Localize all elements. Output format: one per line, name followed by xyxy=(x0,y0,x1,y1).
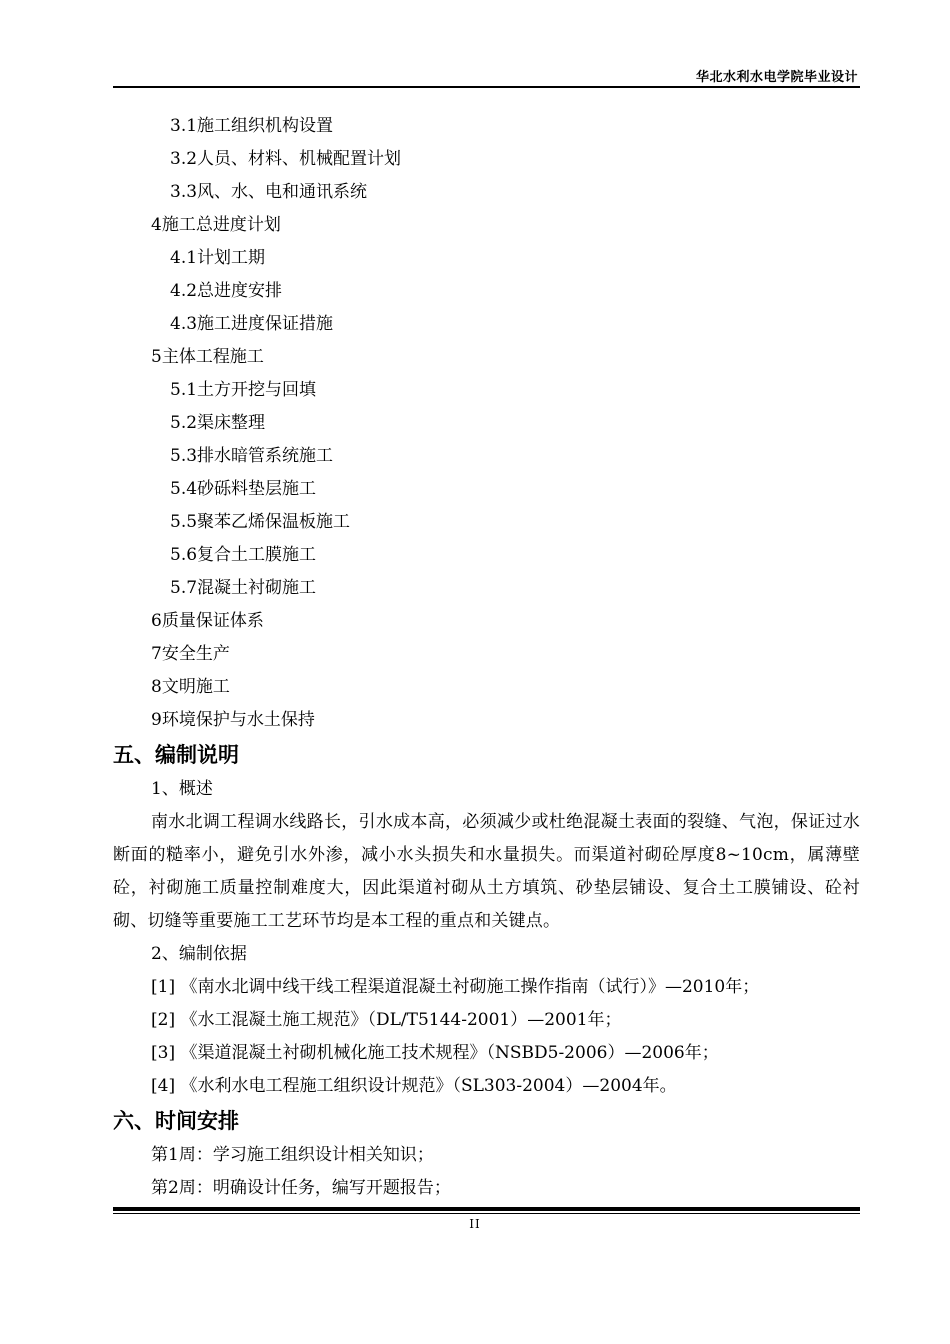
toc-entry: 5.1土方开挖与回填 xyxy=(170,380,317,400)
toc-entry: 3.2人员、材料、机械配置计划 xyxy=(170,149,402,169)
reference-item: [2] 《水工混凝土施工规范》（DL/T5144-2001）—2001年； xyxy=(151,1010,622,1030)
schedule-item: 第2周：明确设计任务，编写开题报告； xyxy=(151,1178,451,1198)
reference-item: [3] 《渠道混凝土衬砌机械化施工技术规程》（NSBD5-2006）—2006年； xyxy=(151,1043,719,1063)
toc-entry: 4.1计划工期 xyxy=(170,248,266,268)
toc-entry: 4施工总进度计划 xyxy=(151,215,281,235)
toc-entry: 5.3排水暗管系统施工 xyxy=(170,446,334,466)
page-number: II xyxy=(469,1217,481,1231)
reference-item: [1] 《南水北调中线干线工程渠道混凝土衬砌施工操作指南（试行）》—2010年； xyxy=(151,977,760,997)
toc-entry: 5.6复合土工膜施工 xyxy=(170,545,317,565)
toc-entry: 4.3施工进度保证措施 xyxy=(170,314,334,334)
header-rule xyxy=(113,86,860,88)
page-content xyxy=(113,110,860,1205)
section-heading-6: 六、时间安排 xyxy=(113,1109,239,1133)
reference-item: [4] 《水利水电工程施工组织设计规范》（SL303-2004）—2004年。 xyxy=(151,1076,677,1096)
table-of-contents xyxy=(113,110,860,737)
toc-entry: 5主体工程施工 xyxy=(151,347,264,367)
toc-entry: 5.2渠床整理 xyxy=(170,413,266,433)
toc-entry: 8文明施工 xyxy=(151,677,230,697)
subheading-basis: 2、编制依据 xyxy=(151,944,247,964)
toc-entry: 5.5聚苯乙烯保温板施工 xyxy=(170,512,351,532)
overview-paragraph: 南水北调工程调水线路长，引水成本高，必须减少或杜绝混凝土表面的裂缝、气泡，保证过水断面的糙率小，避免引水外渗，减小水头损失和水量损失。而渠道衬砌砼厚度8~10cm，属薄壁砼，衬砌施工质量控制难度大，因此渠道衬砌从土方填筑、砂垫层铺设、复合土工膜铺设、砼衬砌、切缝等重要施工工艺环节均是本工程的重点和关键点。 xyxy=(113,812,860,931)
toc-entry: 3.1施工组织机构设置 xyxy=(170,116,334,136)
toc-entry: 5.4砂砾料垫层施工 xyxy=(170,479,317,499)
toc-entry: 7安全生产 xyxy=(151,644,230,664)
section-heading-5: 五、编制说明 xyxy=(113,743,239,767)
header-title: 华北水利水电学院毕业设计 xyxy=(695,70,858,85)
toc-entry: 6质量保证体系 xyxy=(151,611,264,631)
schedule-item: 第1周：学习施工组织设计相关知识； xyxy=(151,1145,434,1165)
toc-entry: 4.2总进度安排 xyxy=(170,281,283,301)
footer-rule-thin xyxy=(113,1213,860,1214)
subheading-overview: 1、概述 xyxy=(151,779,213,799)
footer-rule xyxy=(113,1207,860,1211)
toc-entry: 3.3风、水、电和通讯系统 xyxy=(170,182,368,202)
toc-entry: 9环境保护与水土保持 xyxy=(151,710,315,730)
toc-entry: 5.7混凝土衬砌施工 xyxy=(170,578,317,598)
